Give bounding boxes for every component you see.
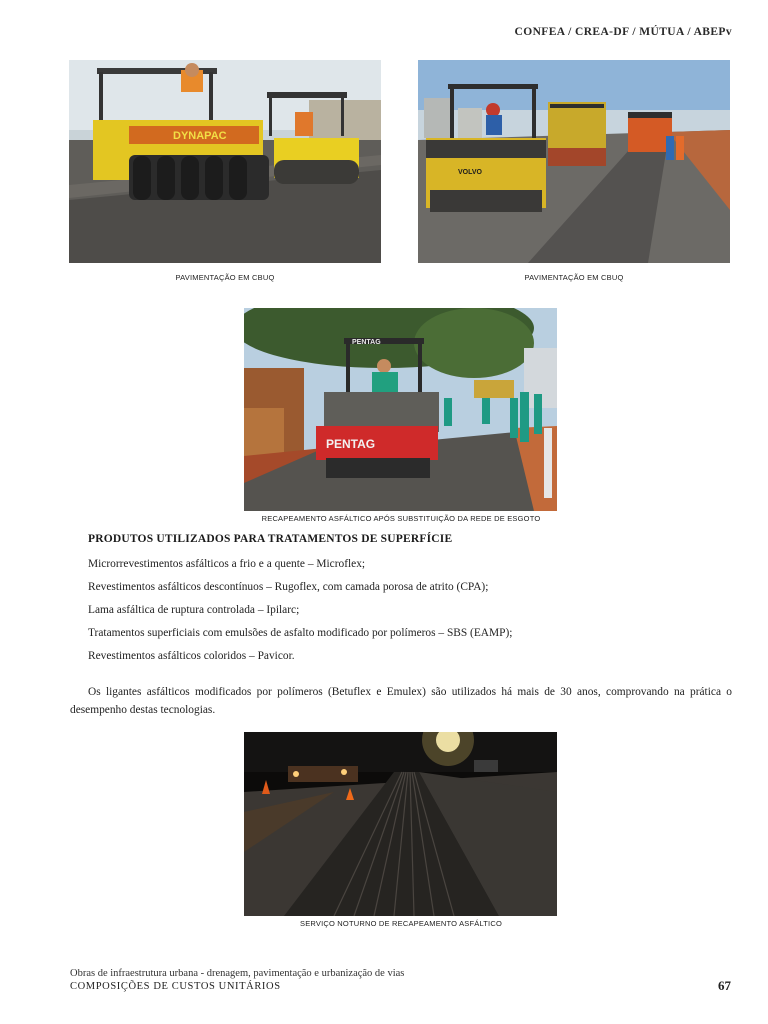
- list-item: Tratamentos superficiais com emulsões de asfalto modificado por polímeros – SBS (EAMP);: [88, 627, 513, 639]
- page-number: 67: [718, 978, 731, 993]
- photo-caption: PAVIMENTAÇÃO EM CBUQ: [524, 273, 624, 282]
- photo-caption: RECAPEAMENTO ASFÁLTICO APÓS SUBSTITUIÇÃO DA REDE DE ESGOTO: [261, 514, 541, 523]
- photo-caption: SERVIÇO NOTURNO DE RECAPEAMENTO ASFÁLTICO: [300, 919, 502, 928]
- footer-subtitle: Obras de infraestrutura urbana - drenagem, pavimentação e urbanização de vias: [70, 968, 405, 979]
- list-item: Lama asfáltica de ruptura controlada – Ipilarc;: [88, 604, 300, 616]
- photo-night-resurfacing: [244, 732, 557, 916]
- section-title: PRODUTOS UTILIZADOS PARA TRATAMENTOS DE SUPERFÍCIE: [88, 533, 453, 545]
- list-item: Revestimentos asfálticos descontínuos – Rugoflex, com camada porosa de atrito (CPA);: [88, 581, 489, 593]
- brand-text: PENTAG: [326, 437, 376, 451]
- photo-paving-volvo: [418, 60, 730, 263]
- brand-text: VOLVO: [458, 169, 482, 176]
- list-item: Microrrevestimentos asfálticos a frio e a quente – Microflex;: [88, 558, 366, 570]
- body-paragraph: Os ligantes asfálticos modificados por polímeros (Betuflex e Emulex) são utilizados há mais de 30 anos, comprovando na prática o desempenho destas tecnologias.: [70, 686, 732, 716]
- photo-resurfacing-pentag: [244, 308, 557, 511]
- list-item: Revestimentos asfálticos coloridos – Pavicor.: [88, 650, 295, 662]
- page-header: CONFEA / CREA-DF / MÚTUA / ABEPv: [514, 26, 732, 38]
- svg-text:PENTAG: PENTAG: [352, 339, 381, 346]
- photo-caption: PAVIMENTAÇÃO EM CBUQ: [175, 273, 275, 282]
- brand-text: DYNAPAC: [173, 130, 227, 142]
- products-list: [88, 556, 512, 671]
- photo-paving-dynapac: [69, 60, 381, 263]
- footer-title: COMPOSIÇÕES DE CUSTOS UNITÁRIOS: [70, 981, 281, 992]
